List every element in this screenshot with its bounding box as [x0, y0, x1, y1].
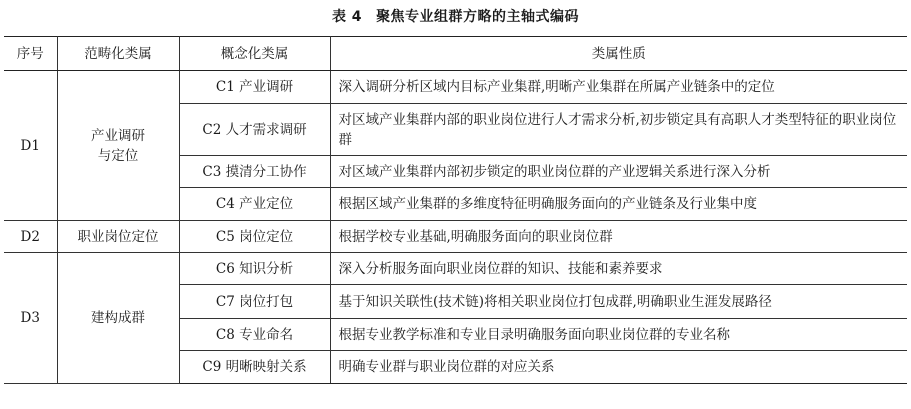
header-index: 序号 — [4, 37, 57, 71]
property-cell: 根据区域产业集群的多维度特征明确服务面向的产业链条及行业集中度 — [330, 188, 907, 221]
table-row — [4, 71, 907, 104]
property-cell: 根据专业教学标准和专业目录明确服务面向职业岗位群的专业名称 — [330, 319, 907, 351]
group-category — [57, 71, 179, 221]
header-category: 范畴化类属 — [57, 37, 179, 71]
property-cell: 对区域产业集群内部初步锁定的职业岗位群的产业逻辑关系进行深入分析 — [330, 156, 907, 188]
concept-cell: C2 人才需求调研 — [179, 104, 330, 156]
property-cell: 基于知识关联性(技术链)将相关职业岗位打包成群,明确职业生涯发展路径 — [330, 285, 907, 319]
concept-cell: C9 明晰映射关系 — [179, 351, 330, 384]
concept-cell: C1 产业调研 — [179, 71, 330, 104]
table-title: 聚焦专业组群方略的主轴式编码 — [376, 9, 580, 25]
concept-cell: C3 摸清分工协作 — [179, 156, 330, 188]
property-cell: 明确专业群与职业岗位群的对应关系 — [330, 351, 907, 384]
property-cell: 深入调研分析区域内目标产业集群,明晰产业集群在所属产业链条中的定位 — [330, 71, 907, 104]
table-row — [4, 221, 907, 253]
concept-cell: C8 专业命名 — [179, 319, 330, 351]
concept-cell: C4 产业定位 — [179, 188, 330, 221]
table-number: 表 4 — [331, 9, 363, 25]
table-caption — [0, 6, 911, 26]
table-header-row — [4, 37, 907, 71]
property-cell: 对区域产业集群内部的职业岗位进行人才需求分析,初步锁定具有高职人才类型特征的职业岗位群 — [330, 104, 907, 156]
group-index: D2 — [4, 221, 57, 253]
concept-cell: C5 岗位定位 — [179, 221, 330, 253]
group-category-text: 产业调研与定位 — [91, 127, 145, 164]
group-category: 建构成群 — [57, 253, 179, 384]
group-index: D1 — [4, 71, 57, 221]
concept-cell: C6 知识分析 — [179, 253, 330, 285]
group-index: D3 — [4, 253, 57, 384]
group-category: 职业岗位定位 — [57, 221, 179, 253]
coding-table — [4, 36, 907, 384]
table-row — [4, 253, 907, 285]
concept-cell: C7 岗位打包 — [179, 285, 330, 319]
property-cell: 深入分析服务面向职业岗位群的知识、技能和素养要求 — [330, 253, 907, 285]
header-property: 类属性质 — [330, 37, 907, 71]
header-concept: 概念化类属 — [179, 37, 330, 71]
property-cell: 根据学校专业基础,明确服务面向的职业岗位群 — [330, 221, 907, 253]
